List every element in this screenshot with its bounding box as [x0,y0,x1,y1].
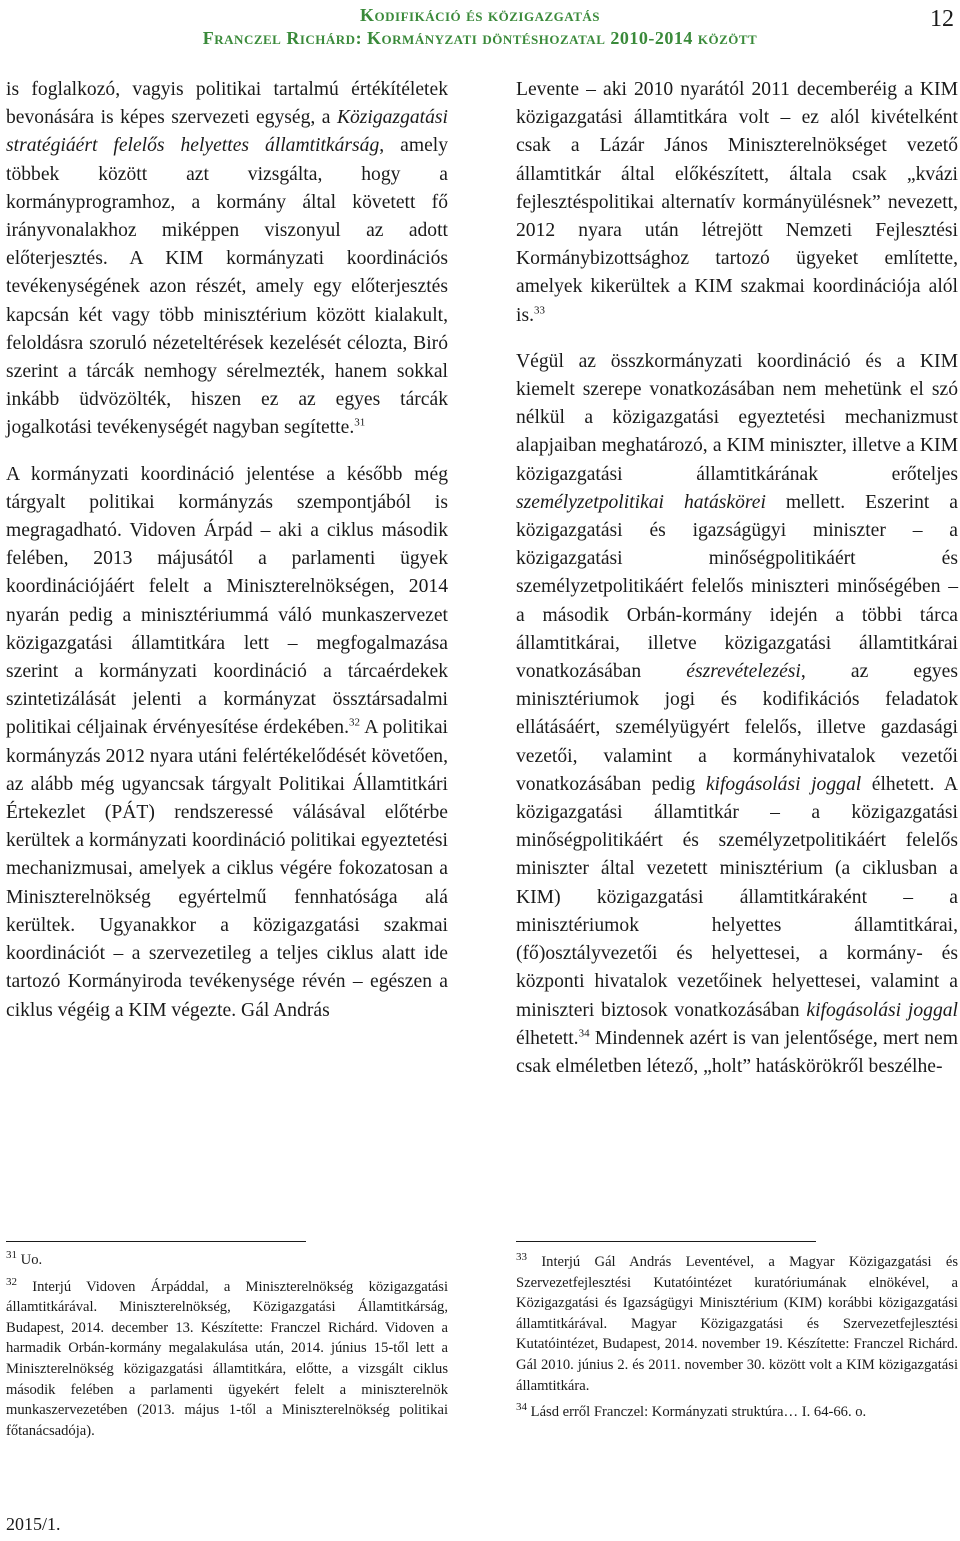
footnote-number: 34 [516,1401,527,1414]
paragraph [516,348,958,1081]
italic-term: kifogásolási joggal [705,773,862,795]
text-run: élhetett. [516,1027,579,1049]
right-column [516,76,958,1099]
italic-term: személyzetpolitikai hatáskörei [516,491,766,513]
text-run: Mindennek azért is van jelentősége, mert nem csak elméletben létező, „holt” hatáskörökről beszélhe- [516,1027,958,1077]
footnote-text: Uo. [17,1252,43,1268]
paragraph [6,461,448,1025]
text-run: , amely többek között azt vizsgálta, hogy a kormányprogramhoz, a kormány által követett fő irányvonalakhoz miképpen viszonyul az adott előterjesztés. A KIM kormányzati koordinációs tevékenységének azon részét, amely egy előterjesztés kapcsán két vagy több minisztérium között kialakult, feloldásra szoruló nézeteltérések kezelését célozta, Biró szerint a tárcák nemhogy sérelmezték, hanem sokkal inkább üdvözölték, hiszen ez az egyes tárcák jogalkotási tevékenységét nagyban segítette. [6,135,449,439]
text-run: is foglalkozó, vagyis politikai tartalmú értékítéletek bevonására is képes szervezeti egység, a [6,79,448,129]
text-run: A politikai kormányzás 2012 nyara utáni felértékelődését követően, az alább még ugyancsak tárgyalt Politikai Államtitkári Értekezlet (PÁT) rendszeressé válásával előtérbe kerültek a kormányzati koordináció politikai egyeztetési mechanizmusai, amelyek a ciklus végére fokozatosan a Miniszterelnökség egyértelmű fennhatósága alá kerültek. Ugyanakkor a közigazgatási szakmai koordinációt – a szervezetileg a teljes ciklus alatt ide tartozó Kormányiroda tevékenysége révén – egészen a ciklus végéig a KIM végezte. Gál András [6,717,448,1021]
footnote-32 [6,1277,448,1442]
footnote-number: 33 [516,1251,527,1264]
footnote-34 [516,1402,958,1423]
footnote-separator [516,1241,816,1242]
italic-term: kifogásolási joggal [806,999,958,1021]
footnote-number: 31 [6,1249,17,1262]
footnotes-right [516,1252,958,1429]
text-run: A kormányzati koordináció jelentése a később még tárgyalt politikai kormányzás szempontjából is megragadható. Vidoven Árpád – aki a ciklus második felében, 2013 májusától a parlamenti ügyek koordinációjáért felelt a Miniszterelnökségen, 2014 nyarán pedig a minisztériummá váló munkaszervezet közigazgatási államtitkára lett – megfogalmazása szerint a kormányzati koordináció a tárcaérdekek szintetizálását jelenti a kormányzat össztársadalmi politikai céljainak érvényesítése érdekében. [6,463,448,739]
footnote-33 [516,1252,958,1396]
paragraph [516,76,958,330]
text-run: Végül az összkormányzati koordináció és a KIM kiemelt szerepe vonatkozásában nem mehetünk el szó nélkül a közigazgatási egyeztetési mechanizmust alapjaiban meghatározó, a KIM miniszter, illetve a KIM közigazgatási államtitkárának erőteljes [516,350,958,485]
footnote-ref-34[interactable]: 34 [578,1027,590,1040]
paragraph [6,76,448,443]
page-number: 12 [930,6,954,32]
text-run: mellett. Eszerint a közigazgatási és igazságügyi miniszter – a közigazgatási minőségpolitikáért és személyzetpolitikáért felelős miniszteri minőségében – a második Orbán-kormány idején a többi tárca államtitkárai, illetve közigazgatási államtitkárai vonatkozásában [516,491,958,683]
italic-term: észrevételezési [686,661,801,683]
text-run: , az egyes minisztériumok jogi és kodifikációs feladatok ellátásáért, személyügyért felelős, illetve gazdasági vezetői, valamint a kormányhivatalok vezetői vonatkozásában pedig [516,661,958,795]
journal-title: Kodifikáció és közigazgatás [360,5,600,25]
text-run: Levente – aki 2010 nyarától 2011 decemberéig a KIM közigazgatási államtitkára volt – ez alól kivételként csak a Lázár János Miniszterelnökséget vezető államtitkár által előkészített, általa csak „kvázi fejlesztéspolitikai alternatív kormányülésnek” nevezett, 2012 nyara után létrejött Nemzeti Fejlesztési Kormánybizottsághoz tartozó ügyeket említette, amelyek kikerültek a KIM szakmai koordinációja alól is. [516,79,958,326]
footnote-number: 32 [6,1275,17,1288]
footnote-text: Interjú Vidoven Árpáddal, a Miniszterelnökség közigazgatási államtitkárával. Miniszterelnökség, Közigazgatási Államtitkárság, Budapest, 2014. december 13. Készítette: Franczel Richárd. Vidoven a harmadik Orbán-kormány megalakulása után, 2014. június 15-től lett a Miniszterelnökség közigazgatási államtitkára, előtte, a vizsgált ciklus második felében a parlamenti ügyekért felelt a miniszterelnök munkaszervezetében (2013. május 1-től a Miniszterelnökség politikai főtanácsadója). [6,1278,448,1439]
running-header [0,0,960,60]
footnote-text: Interjú Gál András Leventével, a Magyar Közigazgatási és Szervezetfejlesztési Kutatóintézet kuratóriumának elnökével, a Közigazgatási és Igazságügyi Minisztérium (KIM) korábbi közigazgatási államtitkárával. Magyar Közigazgatási és Szervezetfejlesztési Kutatóintézet, Budapest, 2014. november 19. Készítette: Franczel Richárd. Gál 2010. június 2. és 2011. november 30. között volt a KIM közigazgatási államtitkára. [516,1254,958,1394]
text-run: élhetett. A közigazgatási államtitkár – a közigazgatási minőségpolitikáért és személyzetpolitikáért felelős miniszter által vezetett minisztérium (a ciklusban a KIM) közigazgatási államtitkáraként – a minisztériumok helyettes államtitkárai, (fő)osztályvezetői és helyettesei, a kormány- és központi hivatalok vezetőinek helyettesei, valamint a miniszteri biztosok vonatkozásában [516,773,958,1021]
footnote-text: Lásd erről Franczel: Kormányzati struktúra… I. 64-66. o. [527,1404,867,1421]
footnote-separator [6,1241,306,1242]
issue-number: 2015/1. [6,1514,61,1534]
footnote-ref-31[interactable]: 31 [354,416,366,429]
footnote-ref-33[interactable]: 33 [533,304,545,317]
footnotes-left [6,1250,448,1447]
italic-term: Közigazgatási stratégiáért felelős helyettes államtitkárság [6,107,448,157]
footnote-31 [6,1250,448,1271]
article-running-title: Franczel Richárd: Kormányzati döntéshozatal 2010-2014 között [202,28,758,48]
left-column [6,76,448,1043]
footnote-ref-32[interactable]: 32 [349,716,360,729]
